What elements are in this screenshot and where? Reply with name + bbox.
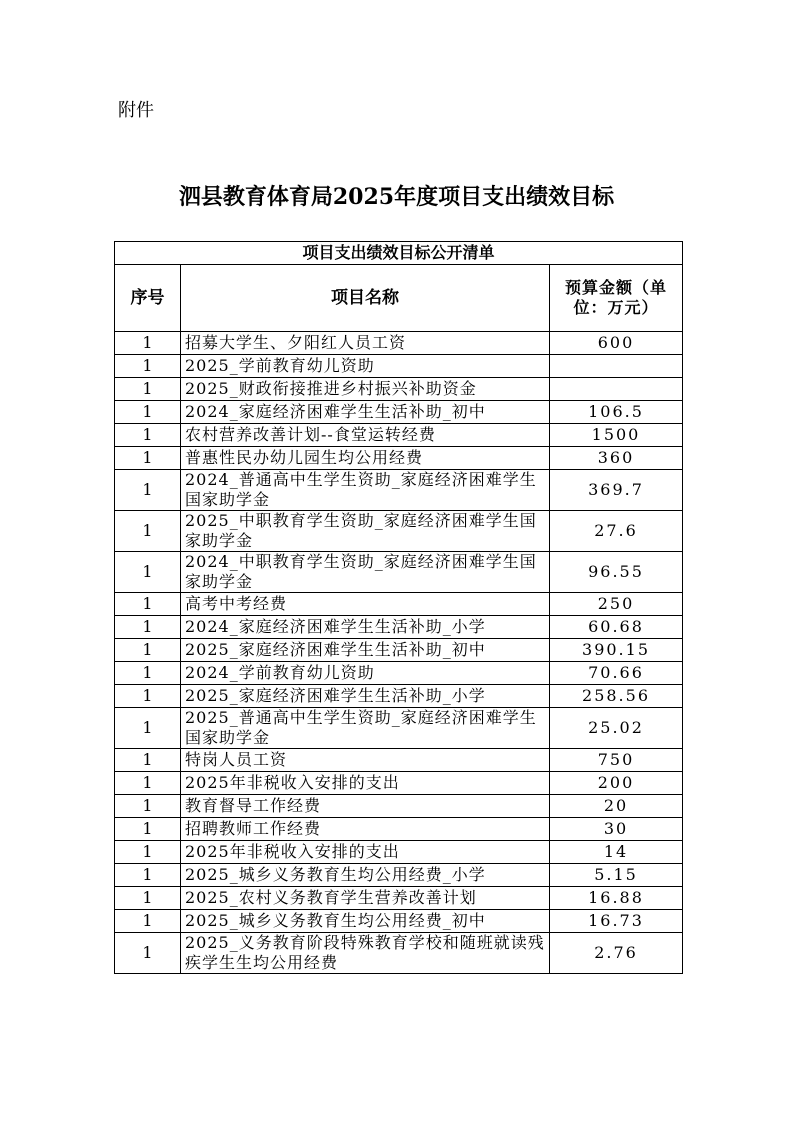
row-budget-amount: 27.6	[550, 511, 683, 552]
row-index: 1	[115, 772, 181, 795]
row-index: 1	[115, 933, 181, 974]
row-index: 1	[115, 795, 181, 818]
row-project-name: 2025_家庭经济困难学生生活补助_小学	[181, 685, 550, 708]
row-project-name: 招聘教师工作经费	[181, 818, 550, 841]
attachment-label: 附件	[118, 100, 154, 121]
row-project-name: 2025_普通高中生学生资助_家庭经济困难学生国家助学金	[181, 708, 550, 749]
row-index: 1	[115, 332, 181, 355]
row-budget-amount: 25.02	[550, 708, 683, 749]
row-budget-amount: 106.5	[550, 401, 683, 424]
table-caption: 项目支出绩效目标公开清单	[115, 242, 683, 265]
table-row	[115, 332, 683, 355]
row-budget-amount: 1500	[550, 424, 683, 447]
table-row	[115, 552, 683, 593]
row-project-name: 2024_学前教育幼儿资助	[181, 662, 550, 685]
row-budget-amount: 5.15	[550, 864, 683, 887]
table-row	[115, 470, 683, 511]
row-budget-amount	[550, 378, 683, 401]
table-row	[115, 424, 683, 447]
table-row	[115, 401, 683, 424]
row-budget-amount: 250	[550, 593, 683, 616]
row-budget-amount: 70.66	[550, 662, 683, 685]
row-index: 1	[115, 887, 181, 910]
row-project-name: 特岗人员工资	[181, 749, 550, 772]
row-budget-amount: 600	[550, 332, 683, 355]
row-budget-amount	[550, 355, 683, 378]
row-index: 1	[115, 511, 181, 552]
row-project-name: 2025_学前教育幼儿资助	[181, 355, 550, 378]
row-budget-amount: 360	[550, 447, 683, 470]
row-project-name: 2025_财政衔接推进乡村振兴补助资金	[181, 378, 550, 401]
table-row	[115, 910, 683, 933]
row-project-name: 2025年非税收入安排的支出	[181, 841, 550, 864]
budget-table	[114, 241, 683, 974]
row-index: 1	[115, 818, 181, 841]
table-row	[115, 616, 683, 639]
row-project-name: 教育督导工作经费	[181, 795, 550, 818]
row-budget-amount: 14	[550, 841, 683, 864]
table-caption-row	[115, 242, 683, 265]
row-index: 1	[115, 841, 181, 864]
row-index: 1	[115, 447, 181, 470]
row-index: 1	[115, 593, 181, 616]
row-budget-amount: 369.7	[550, 470, 683, 511]
row-index: 1	[115, 685, 181, 708]
row-index: 1	[115, 749, 181, 772]
row-project-name: 2024_普通高中生学生资助_家庭经济困难学生国家助学金	[181, 470, 550, 511]
row-project-name: 农村营养改善计划--食堂运转经费	[181, 424, 550, 447]
row-project-name: 2025_家庭经济困难学生生活补助_初中	[181, 639, 550, 662]
table-row	[115, 685, 683, 708]
header-budget-amount: 预算金额（单位：万元）	[550, 265, 683, 332]
row-budget-amount: 750	[550, 749, 683, 772]
table-row	[115, 708, 683, 749]
row-project-name: 2025_义务教育阶段特殊教育学校和随班就读残疾学生生均公用经费	[181, 933, 550, 974]
table-row	[115, 593, 683, 616]
row-budget-amount: 2.76	[550, 933, 683, 974]
row-index: 1	[115, 910, 181, 933]
table-row	[115, 378, 683, 401]
row-budget-amount: 16.73	[550, 910, 683, 933]
table-row	[115, 447, 683, 470]
row-project-name: 2024_家庭经济困难学生生活补助_小学	[181, 616, 550, 639]
row-project-name: 2024_家庭经济困难学生生活补助_初中	[181, 401, 550, 424]
row-index: 1	[115, 424, 181, 447]
row-project-name: 2025_农村义务教育学生营养改善计划	[181, 887, 550, 910]
header-project-name: 项目名称	[181, 265, 550, 332]
table-row	[115, 795, 683, 818]
row-index: 1	[115, 401, 181, 424]
table-row	[115, 662, 683, 685]
row-budget-amount: 258.56	[550, 685, 683, 708]
row-index: 1	[115, 378, 181, 401]
row-budget-amount: 96.55	[550, 552, 683, 593]
document-title: 泗县教育体育局2025年度项目支出绩效目标	[178, 184, 615, 210]
table-row	[115, 511, 683, 552]
row-budget-amount: 16.88	[550, 887, 683, 910]
row-project-name: 2025_中职教育学生资助_家庭经济困难学生国家助学金	[181, 511, 550, 552]
row-project-name: 2024_中职教育学生资助_家庭经济困难学生国家助学金	[181, 552, 550, 593]
table-row	[115, 841, 683, 864]
header-index: 序号	[115, 265, 181, 332]
row-project-name: 招募大学生、夕阳红人员工资	[181, 332, 550, 355]
row-index: 1	[115, 639, 181, 662]
row-budget-amount: 60.68	[550, 616, 683, 639]
table-row	[115, 933, 683, 974]
row-index: 1	[115, 708, 181, 749]
table-row	[115, 887, 683, 910]
row-index: 1	[115, 355, 181, 378]
table-row	[115, 772, 683, 795]
table-row	[115, 749, 683, 772]
row-index: 1	[115, 662, 181, 685]
row-project-name: 高考中考经费	[181, 593, 550, 616]
row-budget-amount: 200	[550, 772, 683, 795]
table-header-row	[115, 265, 683, 332]
table-row	[115, 639, 683, 662]
row-index: 1	[115, 864, 181, 887]
row-budget-amount: 20	[550, 795, 683, 818]
row-project-name: 2025年非税收入安排的支出	[181, 772, 550, 795]
row-index: 1	[115, 552, 181, 593]
row-index: 1	[115, 616, 181, 639]
row-project-name: 2025_城乡义务教育生均公用经费_初中	[181, 910, 550, 933]
row-budget-amount: 30	[550, 818, 683, 841]
row-budget-amount: 390.15	[550, 639, 683, 662]
row-project-name: 普惠性民办幼儿园生均公用经费	[181, 447, 550, 470]
table-row	[115, 818, 683, 841]
row-index: 1	[115, 470, 181, 511]
table-row	[115, 864, 683, 887]
table-row	[115, 355, 683, 378]
row-project-name: 2025_城乡义务教育生均公用经费_小学	[181, 864, 550, 887]
